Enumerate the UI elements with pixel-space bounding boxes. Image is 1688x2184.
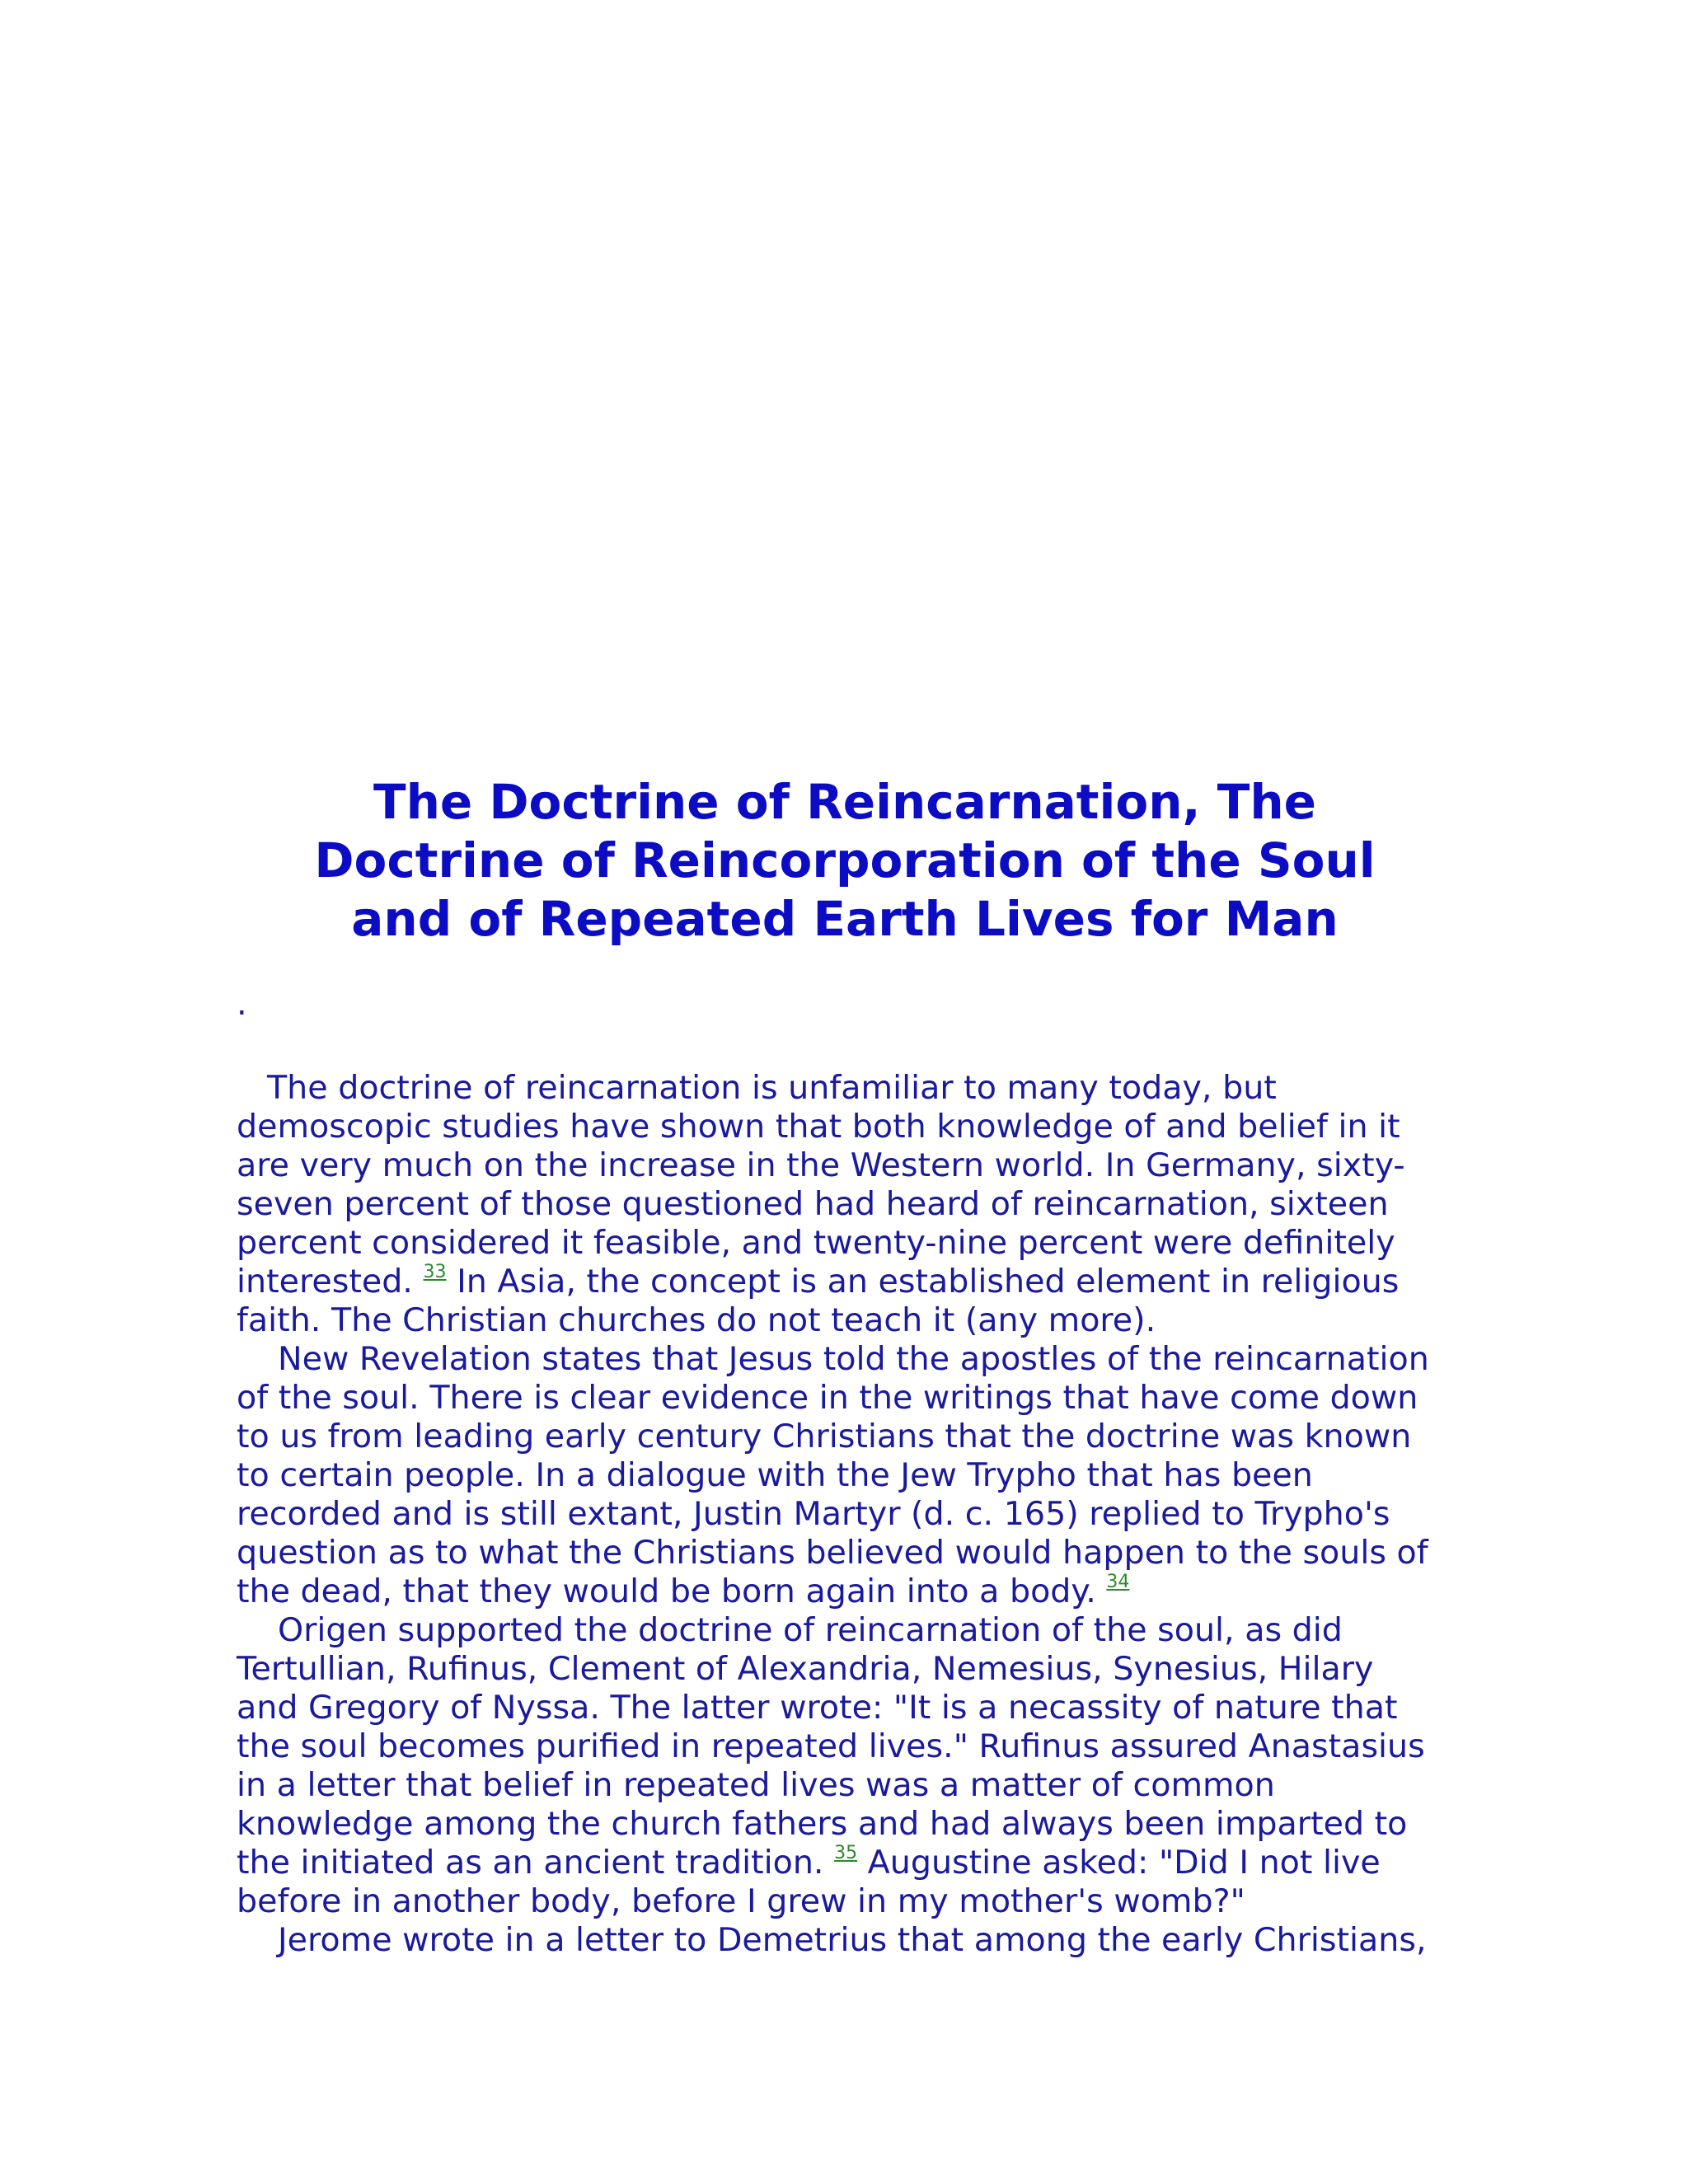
footnote-link[interactable]: 33: [423, 1262, 447, 1282]
text-line: and Gregory of Nyssa. The latter wrote: "It is a necassity of nature that: [237, 1689, 1398, 1727]
document-title: [239, 773, 1451, 949]
body-text: [237, 1069, 1473, 1960]
title-line: The Doctrine of Reincarnation, The: [373, 774, 1316, 830]
text-line: Tertullian, Rufinus, Clement of Alexandria, Nemesius, Synesius, Hilary: [237, 1650, 1374, 1688]
text-line: of the soul. There is clear evidence in the writings that have come down: [237, 1379, 1418, 1417]
text-line: Origen supported the doctrine of reincarnation of the soul, as did: [278, 1611, 1343, 1649]
text-line: in a letter that belief in repeated lives was a matter of common: [237, 1766, 1275, 1804]
text-segment: interested.: [237, 1263, 424, 1301]
text-line: knowledge among the church fathers and had always been imparted to: [237, 1805, 1408, 1843]
text-line: to certain people. In a dialogue with the Jew Trypho that has been: [237, 1456, 1313, 1494]
title-line: and of Repeated Earth Lives for Man: [351, 891, 1339, 947]
text-line: [237, 1572, 1473, 1611]
footnote-link[interactable]: 35: [834, 1843, 858, 1863]
text-line: question as to what the Christians believed would happen to the souls of: [237, 1534, 1428, 1572]
text-segment: the initiated as an ancient tradition.: [237, 1844, 835, 1882]
text-line: are very much on the increase in the Western world. In Germany, sixty-: [237, 1146, 1405, 1184]
text-line: percent considered it feasible, and twenty-nine percent were definitely: [237, 1224, 1395, 1262]
footnote-link[interactable]: 34: [1106, 1572, 1130, 1592]
text-line: the soul becomes purified in repeated lives." Rufinus assured Anastasius: [237, 1727, 1425, 1765]
text-segment: the dead, that they would be born again into a body.: [237, 1572, 1107, 1610]
text-line: seven percent of those questioned had heard of reincarnation, sixteen: [237, 1185, 1389, 1223]
title-line: Doctrine of Reincorporation of the Soul: [314, 832, 1376, 888]
text-line: New Revelation states that Jesus told the apostles of the reincarnation: [278, 1340, 1429, 1378]
text-line: [237, 1844, 1473, 1882]
text-line: faith. The Christian churches do not teach it (any more).: [237, 1301, 1156, 1339]
text-segment: In Asia, the concept is an established element in religious: [446, 1263, 1400, 1301]
text-segment: Augustine asked: "Did I not live: [857, 1844, 1381, 1882]
text-line: to us from leading early century Christians that the doctrine was known: [237, 1418, 1412, 1455]
text-line: The doctrine of reincarnation is unfamiliar to many today, but: [267, 1069, 1277, 1107]
text-line: recorded and is still extant, Justin Martyr (d. c. 165) replied to Trypho's: [237, 1495, 1390, 1533]
text-line: before in another body, before I grew in my mother's womb?": [237, 1882, 1245, 1920]
separator-dot: .: [237, 985, 247, 1023]
text-line: Jerome wrote in a letter to Demetrius that among the early Christians,: [278, 1921, 1427, 1959]
text-line: [237, 1263, 1473, 1301]
text-line: demoscopic studies have shown that both knowledge of and belief in it: [237, 1108, 1400, 1146]
